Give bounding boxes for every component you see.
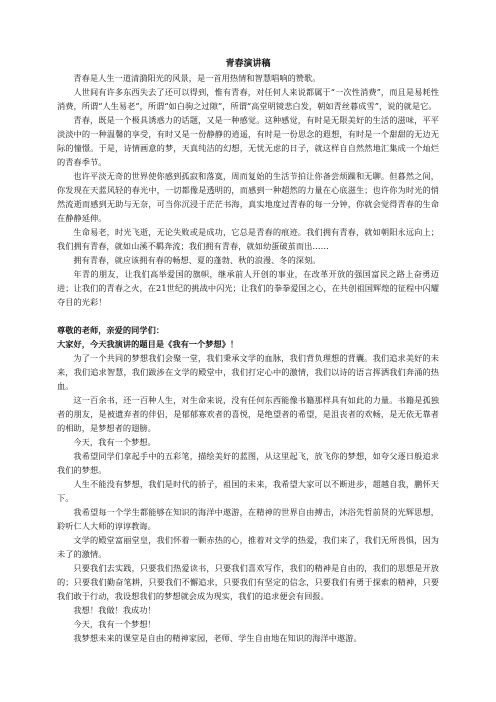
paragraph: 今天，我有一个梦想！ [73, 619, 156, 629]
paragraph: 只要我们去实践，只要我们热爱读书，只要我们喜欢写作，我们的精神是自由的，我们的思想是开放的；只要我们勤奋笔耕，只要我们不懈追求，只要我们有坚定的信念，只要我们有勇于探索的精神，只要我们敢于行动，我设想我们的梦想就会成为现实，我们的追求便会有回报。 [57, 563, 439, 601]
paragraph: 人生不能没有梦想，我们是时代的骄子，祖国的未来，我希望大家可以不断进步，超越自我，鹏怀天下。 [57, 479, 439, 503]
paragraph: 我想！我做！我成功！ [73, 605, 156, 615]
paragraph: 今天，我有一个梦想。 [73, 437, 156, 447]
paragraph: 也许平淡无奇的世界使你感到孤寂和落寞，周而复始的生活节拍让你备尝烦躁和无聊。但暮然之间，你发现在天蓝风轻的春光中，一切都像是透明的，而感到一种超然的力量在心底滋生；也许你为时光的悄然流逝而感到无助与无奈，可当你沉浸于茫茫书海，真实地度过青春的每一分钟，你就会觉得青春的生命在静静延伸。 [57, 171, 439, 223]
document-title: 青春演讲稿 [225, 59, 271, 69]
speech-subtitle: 大家好，今天我演讲的题目是《我有一个梦想》！ [57, 339, 239, 349]
paragraph: 拥有青春，就应该拥有春的畅想、夏的蓬勃、秋的浪漫、冬的深刻。 [73, 255, 321, 265]
paragraph: 人世间有许多东西失去了还可以得到，惟有青春，对任何人来说都属于“一次性消费”，而且是易耗性消费，所谓“人生易老”，所谓“如白驹之过隙”，所谓“高堂明镜悲白发，朝如青丝暮成雪”，说的就是它。 [57, 87, 439, 111]
paragraph: 我希望同学们拿起手中的五彩笔，描绘美好的蓝图，从这里起飞，放飞你的梦想，如夸父逐日般追求我们的梦想。 [57, 451, 439, 475]
document-body [57, 71, 439, 645]
section-gap [57, 309, 439, 323]
paragraph: 青春是人生一道清漪阳光的风景，是一首用热情和智慧唱响的赞歌。 [73, 73, 321, 83]
paragraph: 我希望每一个学生都能够在知识的海洋中遨游，在精神的世界自由搏击，沐浴先哲前贤的光辉思想，聆听仁人大师的谆谆教诲。 [57, 507, 439, 531]
paragraph: 我梦想未来的课堂是自由的精神家园，老师、学生自由地在知识的海洋中遨游。 [73, 633, 362, 643]
paragraph: 这一百余书，还一百种人生，对生命来说，没有任何东西能像书籍那样具有如此的力量。书籍是孤独者的朋友，是被遗弃者的伴侣，是郁郁寡欢者的喜悦，是绝望者的希望，是沮丧者的欢畅，是无依无靠者的相助，是梦想者的翅膀。 [57, 395, 439, 433]
paragraph: 生命易老，时光飞逝，无论失败或是成功，它总是青春的痕迹。我们拥有青春，就如朝阳永远向上；我们拥有青春，就如山溪不羁奔流；我们拥有青春，就如幼蛋破茧而出…… [57, 227, 439, 251]
speech-greeting: 尊敬的老师，亲爱的同学们： [57, 325, 165, 335]
paragraph: 年青的朋友，让我们高举爱国的旗帜，继承前人开创的事业，在改革开放的强国富民之路上奋勇迈进；让我们的青春之火，在21世纪的挑战中闪光；让我们的拳拳爱国之心，在共创祖国辉煌的征程中闪耀夺目的光彩！ [57, 269, 439, 307]
paragraph: 为了一个共同的梦想我们会聚一堂，我们秉承文学的血脉，我们背负理想的背囊。我们追求美好的未来，我们追求智慧，我们跋涉在文学的殿堂中，我们打定心中的激情，我们以诗的语言挥洒我们奔涌的热血。 [57, 353, 439, 391]
paragraph: 文学的殿堂富丽堂皇，我们怀着一颗赤热的心，推着对文学的热爱，我们来了，我们无所畏惧，因为未了的激情。 [57, 535, 439, 559]
paragraph: 青春，既是一个极具诱惑力的话题，又是一种感觉。这种感觉，有时是无限美好的生活的滋味，平平淡淡中的一种温馨的享受，有时又是一份静静的逍遥，有时是一份思念的遐想，有时是一个甜甜的无边无际的憧憬。于是，诗情画意的梦，天真纯洁的幻想，无忧无虑的日子，就这样自自然然地汇集成一个灿烂的青春季节。 [57, 115, 439, 167]
